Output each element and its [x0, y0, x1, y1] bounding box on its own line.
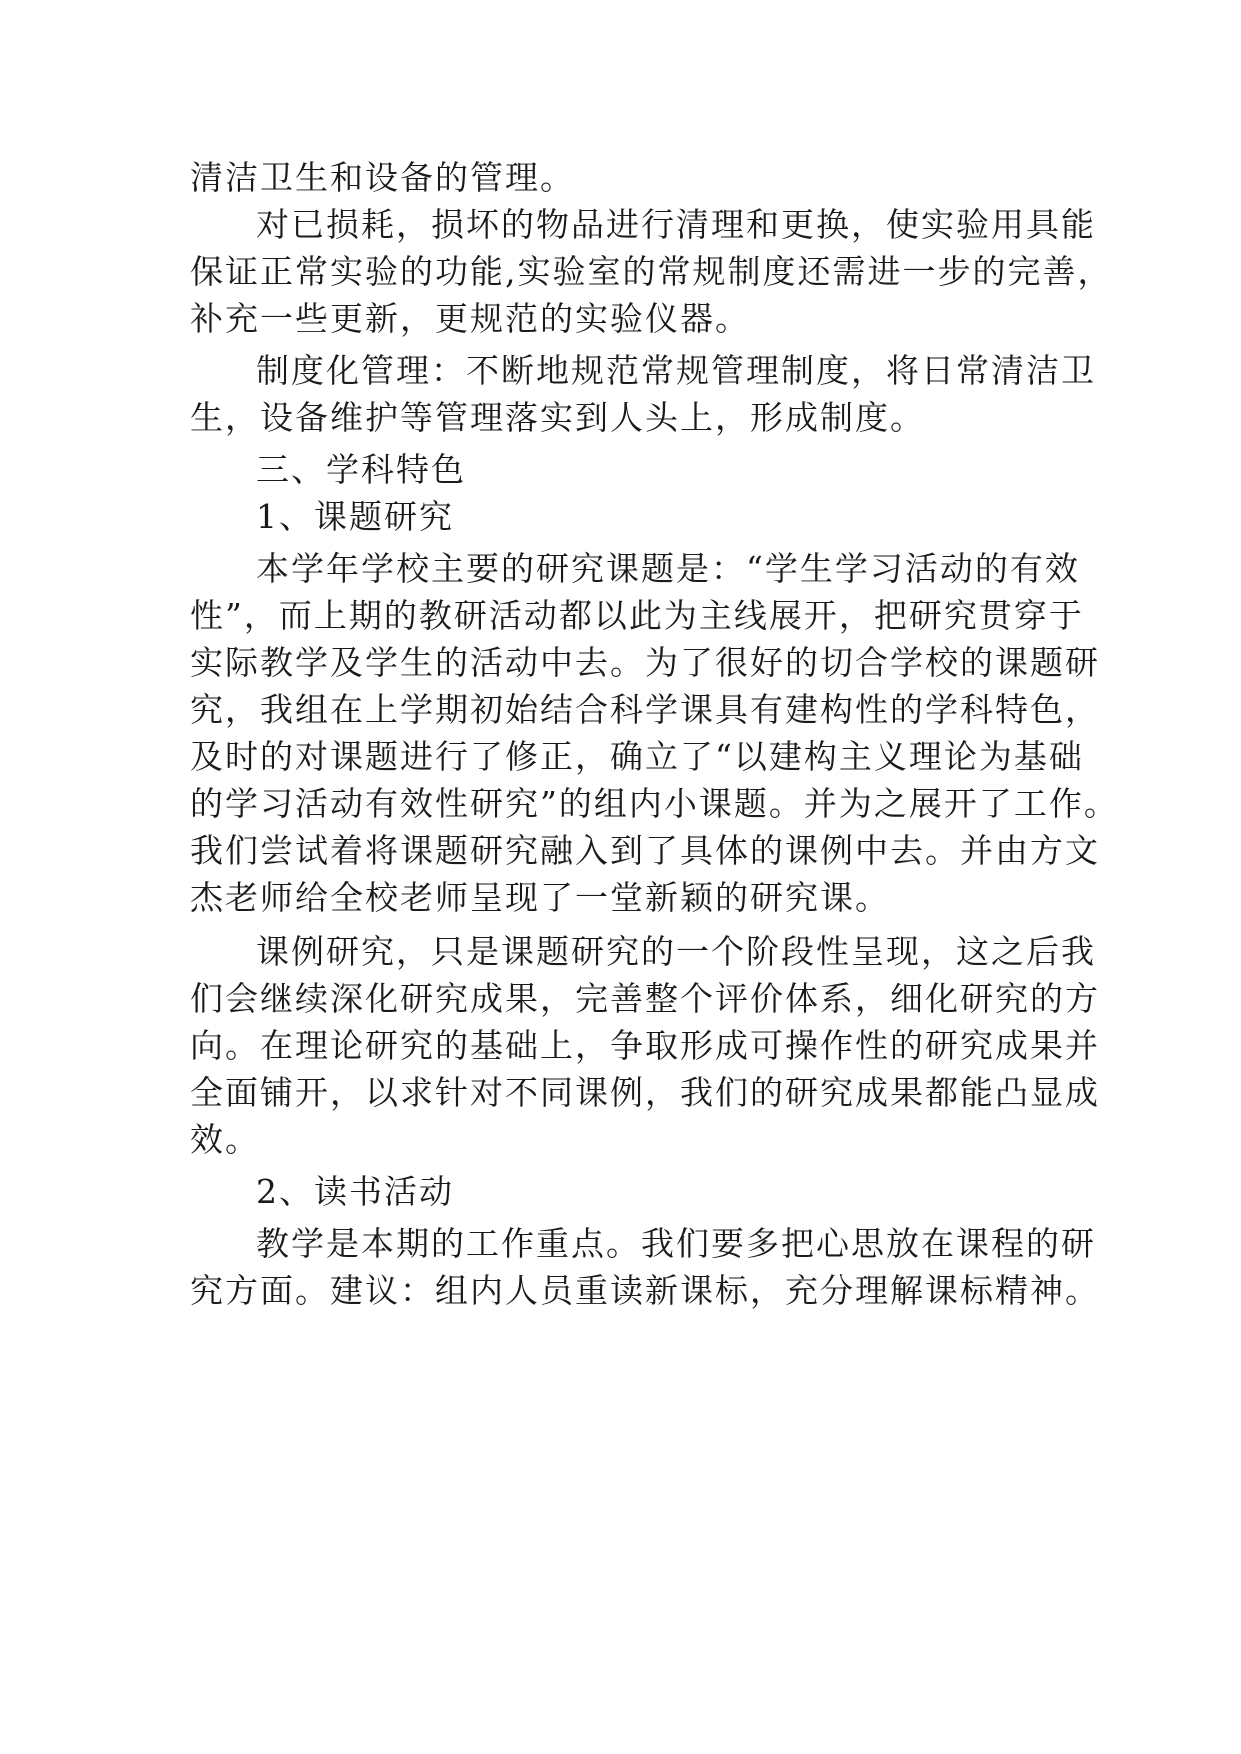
text-line: 生，设备维护等管理落实到人头上，形成制度。	[190, 398, 925, 437]
paragraph-start: 制度化管理：不断地规范常规管理制度，将日常清洁卫	[256, 351, 1096, 390]
paragraph-start: 教学是本期的工作重点。我们要多把心思放在课程的研	[256, 1224, 1096, 1263]
subsection-heading: 1、课题研究	[256, 497, 454, 536]
paragraph-start: 课例研究，只是课题研究的一个阶段性呈现，这之后我	[256, 932, 1096, 971]
subsection-heading: 2、读书活动	[256, 1172, 454, 1211]
text-line: 我们尝试着将课题研究融入到了具体的课例中去。并由方文	[190, 831, 1100, 870]
text-line: 究方面。建议：组内人员重读新课标，充分理解课标精神。	[190, 1271, 1100, 1310]
text-line: 及时的对课题进行了修正，确立了“以建构主义理论为基础	[190, 737, 1084, 776]
text-line: 补充一些更新，更规范的实验仪器。	[190, 299, 750, 338]
text-line: 们会继续深化研究成果，完善整个评价体系，细化研究的方	[190, 979, 1100, 1018]
text-line: 实际教学及学生的活动中去。为了很好的切合学校的课题研	[190, 643, 1100, 682]
text-line: 究，我组在上学期初始结合科学课具有建构性的学科特色，	[190, 690, 1100, 729]
text-line: 全面铺开，以求针对不同课例，我们的研究成果都能凸显成	[190, 1073, 1100, 1112]
text-line: 的学习活动有效性研究”的组内小课题。并为之展开了工作。	[190, 784, 1119, 823]
text-line: 向。在理论研究的基础上，争取形成可操作性的研究成果并	[190, 1026, 1100, 1065]
text-line: 效。	[190, 1120, 260, 1159]
section-heading: 三、学科特色	[256, 450, 466, 489]
text-line: 清洁卫生和设备的管理。	[190, 158, 575, 197]
text-line: 杰老师给全校老师呈现了一堂新颖的研究课。	[190, 878, 890, 917]
paragraph-start: 本学年学校主要的研究课题是：“学生学习活动的有效	[256, 549, 1080, 588]
text-line: 性”，而上期的教研活动都以此为主线展开，把研究贯穿于	[190, 596, 1084, 635]
paragraph-start: 对已损耗，损坏的物品进行清理和更换，使实验用具能	[256, 205, 1096, 244]
text-line: 保证正常实验的功能,实验室的常规制度还需进一步的完善，	[190, 252, 1113, 291]
